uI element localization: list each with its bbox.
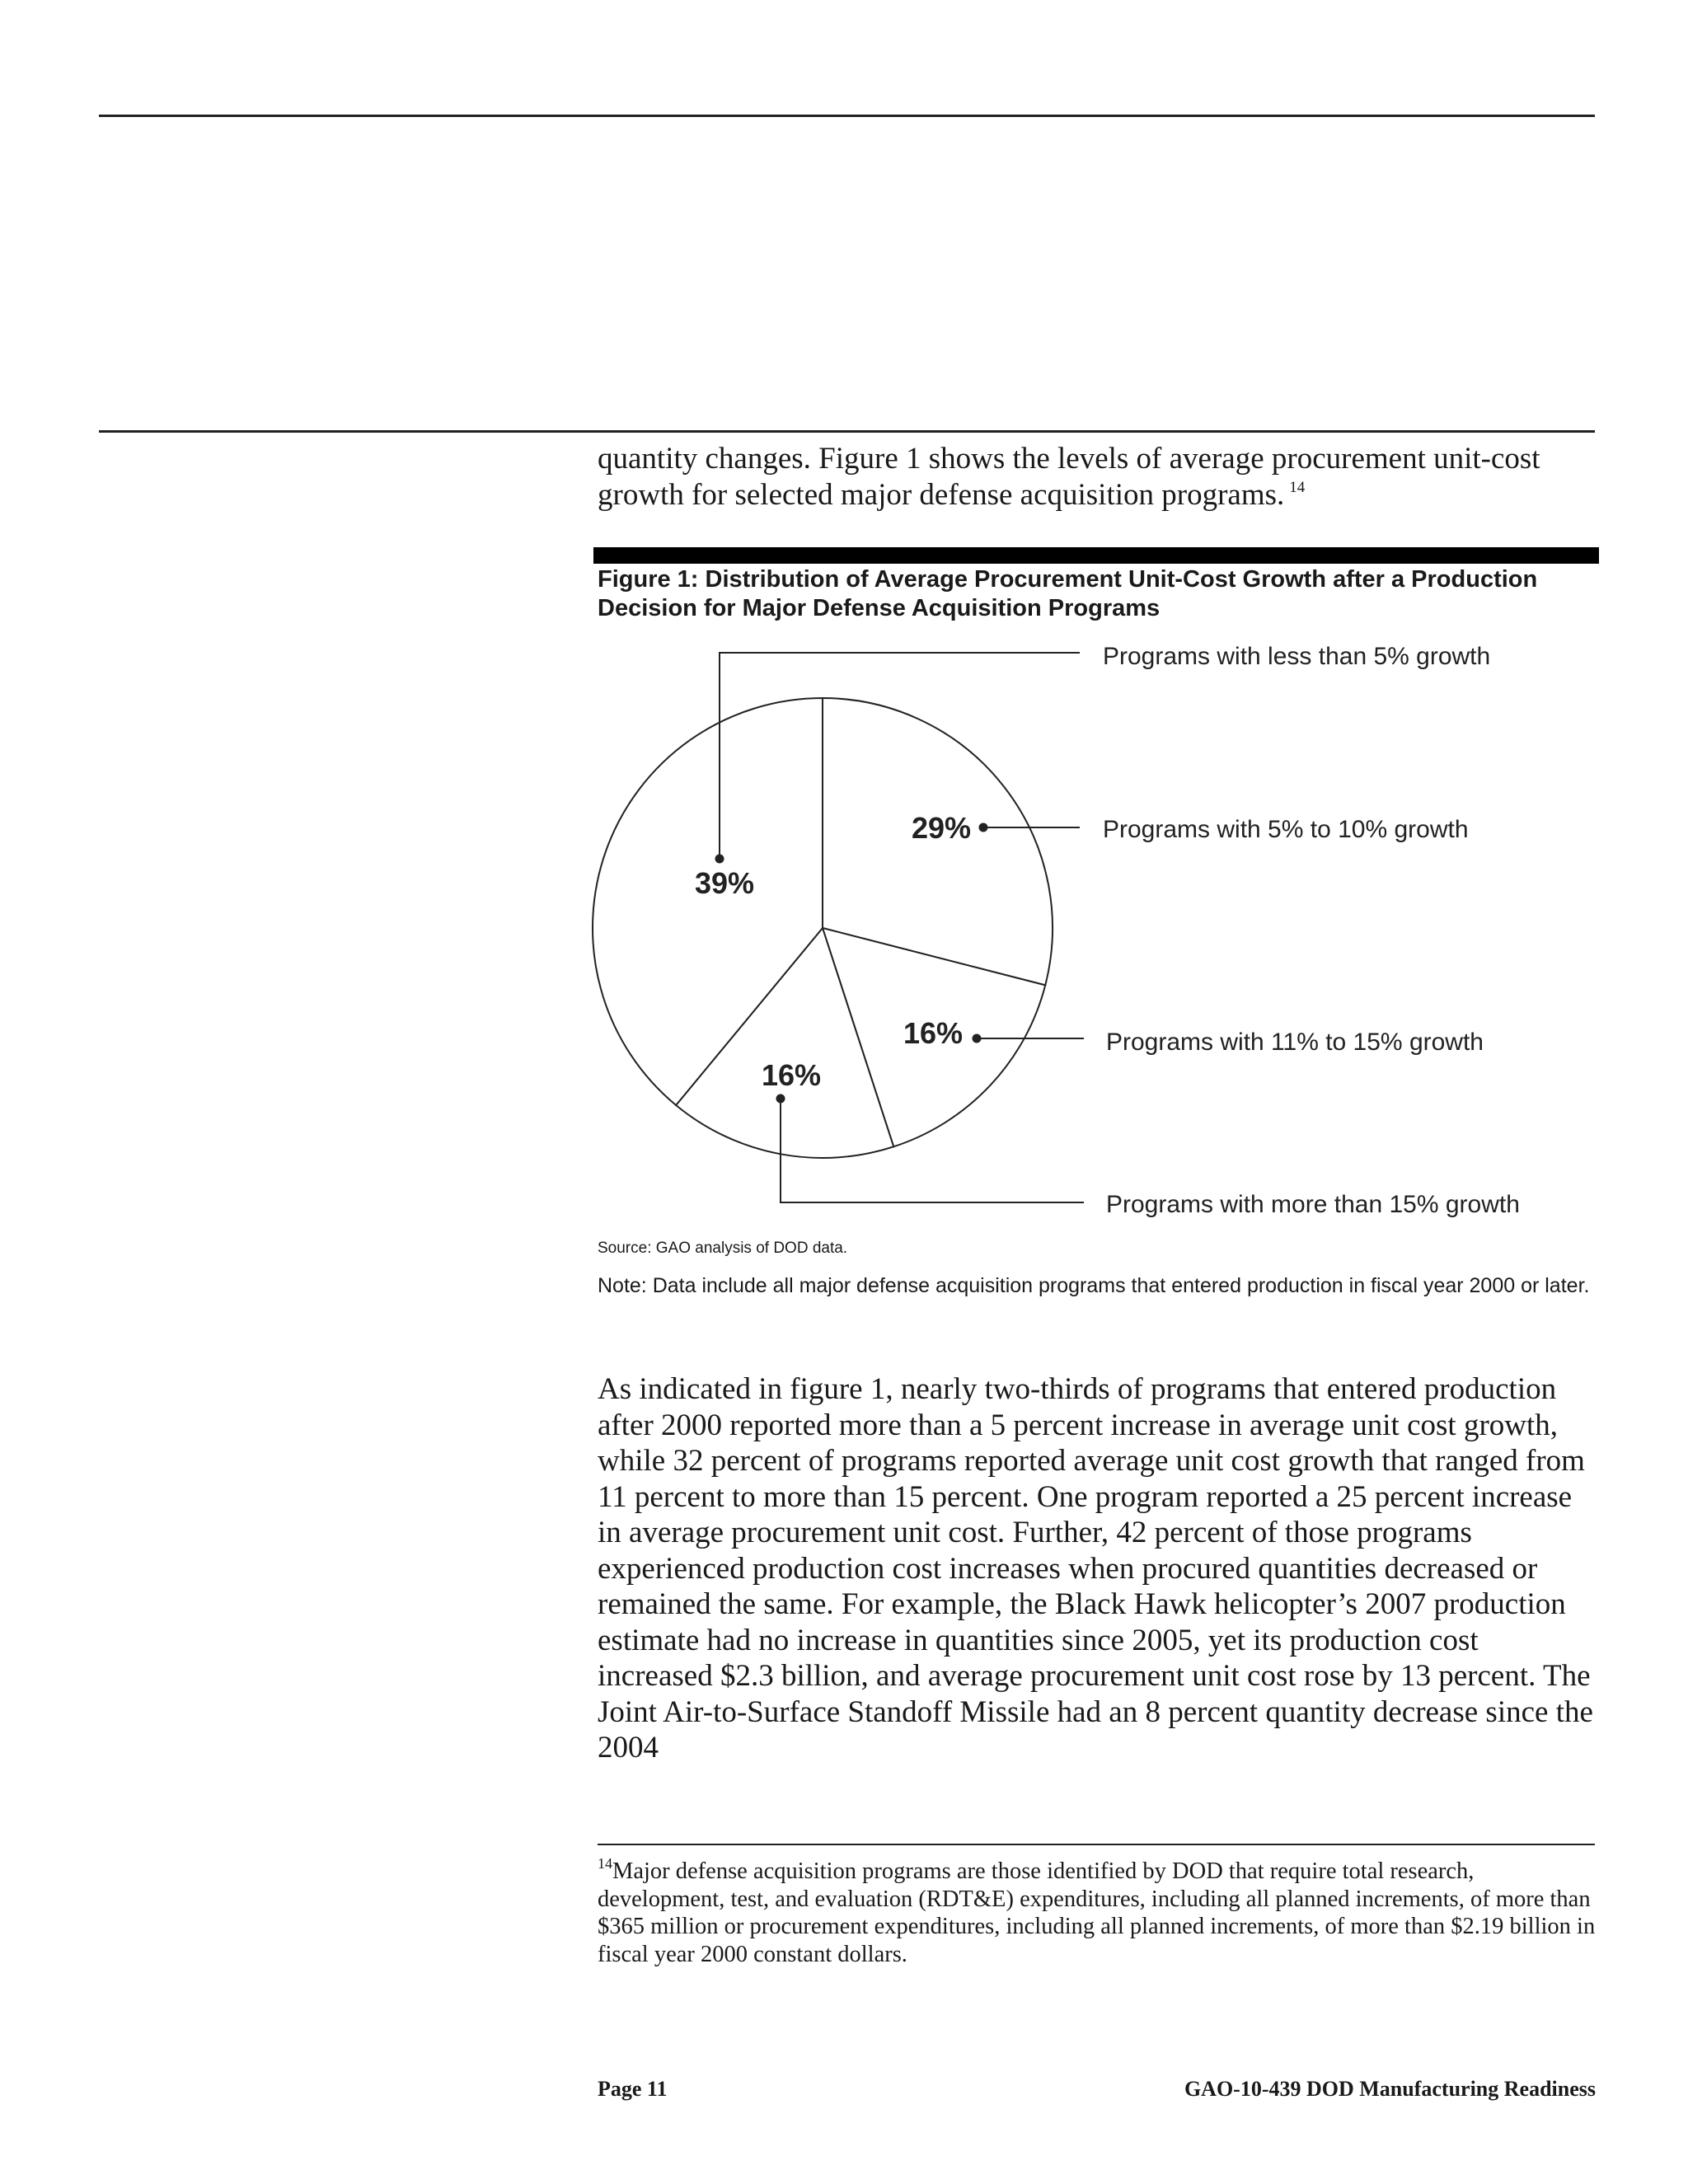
legend-label-5-to-10: Programs with 5% to 10% growth xyxy=(1103,816,1469,843)
footnote xyxy=(598,1855,1599,1968)
report-id: GAO-10-439 DOD Manufacturing Readiness xyxy=(1184,2077,1596,2101)
figure-source: Source: GAO analysis of DOD data. xyxy=(598,1240,848,1257)
figure-note: Note: Data include all major defense acquisition programs that entered production in fiscal year 2000 or later. xyxy=(598,1274,1590,1297)
footnote-reference[interactable]: 14 xyxy=(1289,478,1306,496)
footnote-rule xyxy=(598,1844,1595,1845)
leader-dot-11-to-15 xyxy=(973,1034,982,1043)
slice-pct-5-to-10: 29% xyxy=(912,811,972,845)
figure-title: Figure 1: Distribution of Average Procurement Unit-Cost Growth after a Production Decision for Major Defense Acquisition Programs xyxy=(598,566,1538,621)
leader-dot-more-than-15 xyxy=(776,1094,785,1104)
body-paragraph: As indicated in figure 1, nearly two-thirds of programs that entered production after 2000 reported more than a 5 percent increase in average unit cost growth, while 32 percent of programs reported average unit cost growth that ranged from 11 percent to more than 15 percent. One program reported a 25 percent increase in average procurement unit cost. Further, 42 percent of those programs experienced production cost increases when procured quantities decreased or remained the same. For example, the Black Hawk helicopter’s 2007 production estimate had no increase in quantities since 2005, yet its production cost increased $2.3 billion, and average procurement unit cost rose by 13 percent. The Joint Air-to-Surface Standoff Missile had an 8 percent quantity decrease since the 2004 xyxy=(598,1372,1593,1765)
intro-text: quantity changes. Figure 1 shows the levels of average procurement unit-cost growth for selected major defense acquisition programs. xyxy=(598,442,1540,512)
page-number: Page 11 xyxy=(598,2077,668,2101)
legend-label-less-than-5: Programs with less than 5% growth xyxy=(1103,643,1491,670)
legend-label-more-than-15: Programs with more than 15% growth xyxy=(1106,1191,1520,1218)
footnote-number: 14 xyxy=(598,1855,612,1872)
leader-dot-less-than-5 xyxy=(715,855,724,864)
slice-pct-less-than-5: 39% xyxy=(695,866,755,900)
footnote-text: Major defense acquisition programs are those identified by DOD that require total research, development, test, and evaluation (RDT&E) expenditures, including all planned increments, of more than $365 million or procurement expenditures, including all planned increments, of more than $2.19 billion in fiscal year 2000 constant dollars. xyxy=(598,1858,1596,1967)
slice-pct-more-than-15: 16% xyxy=(762,1058,822,1092)
pie-slices xyxy=(593,698,1053,1158)
slice-pct-11-to-15: 16% xyxy=(903,1016,964,1050)
leader-dot-5-to-10 xyxy=(979,823,988,832)
legend-label-11-to-15: Programs with 11% to 15% growth xyxy=(1106,1029,1484,1056)
